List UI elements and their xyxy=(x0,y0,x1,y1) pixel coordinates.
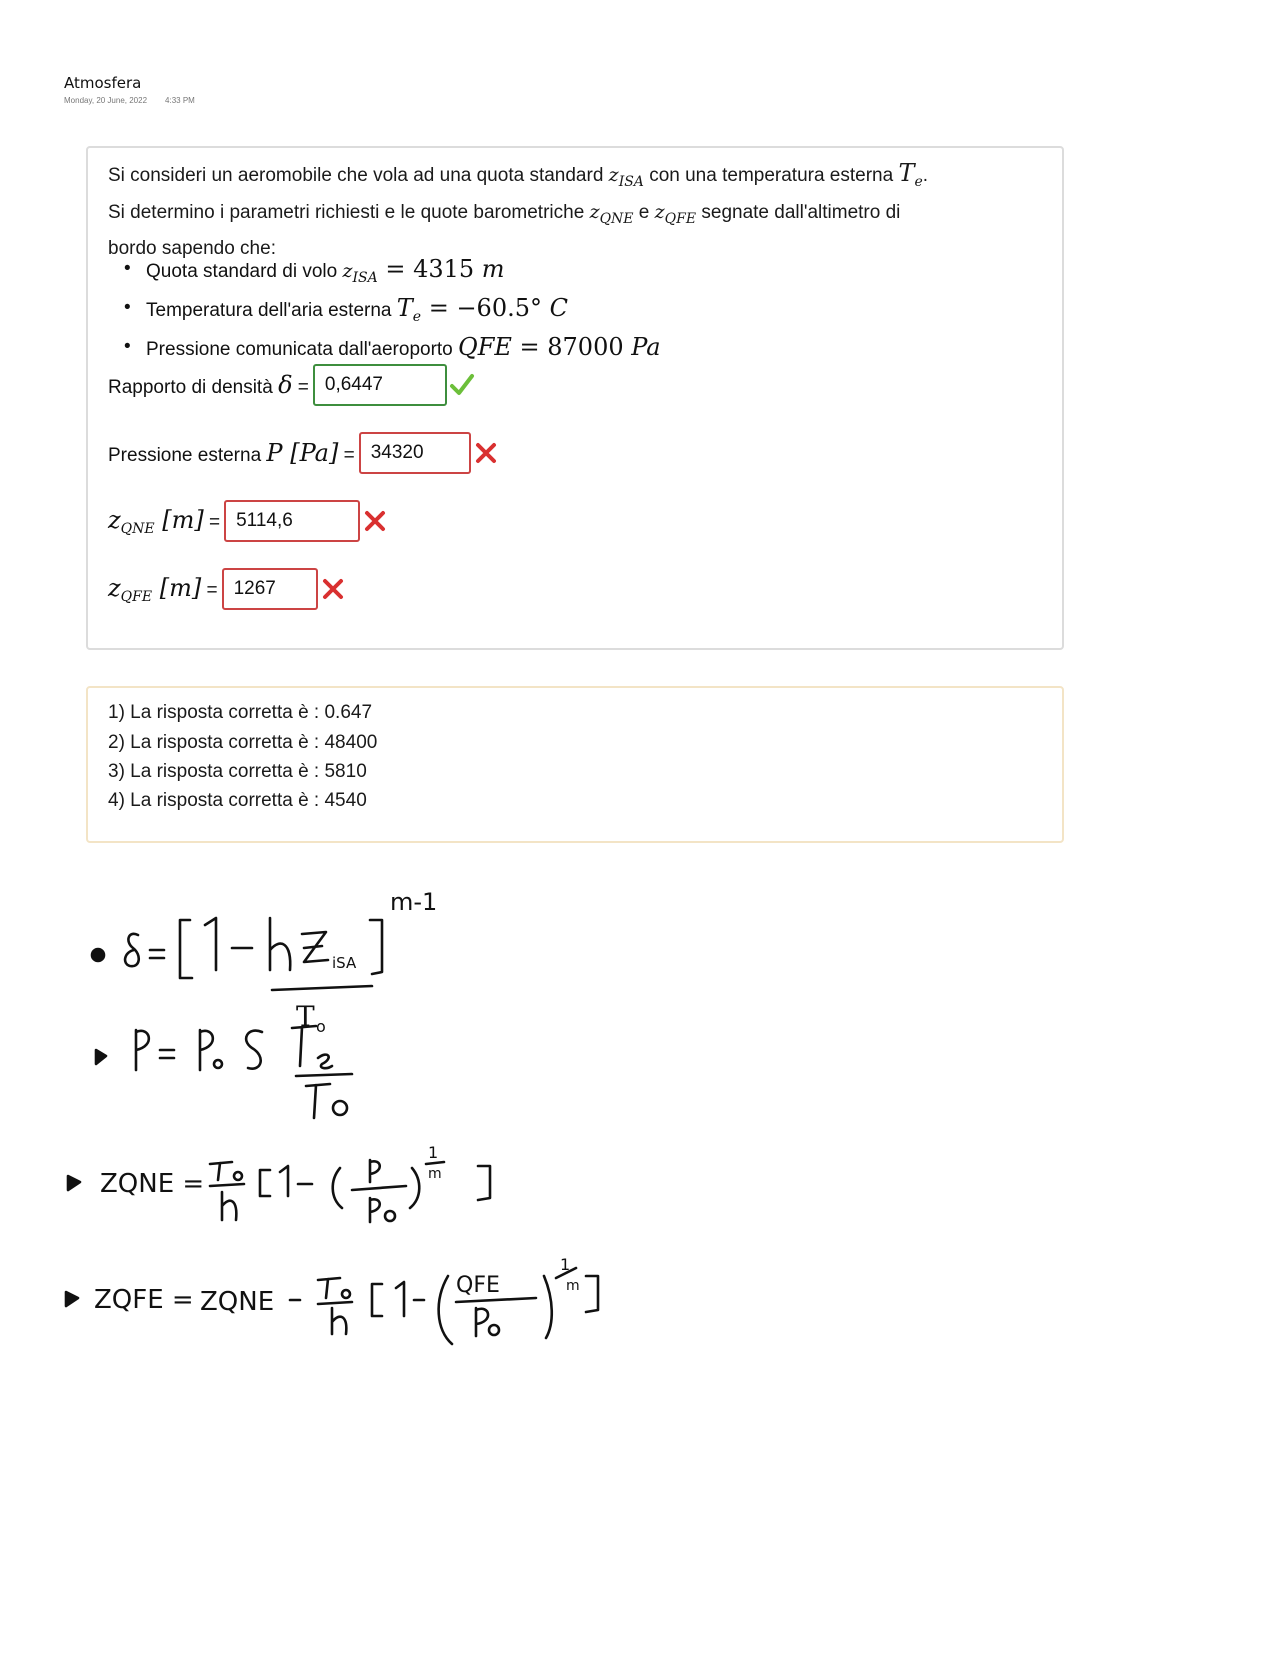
pressure-input[interactable]: 34320 xyxy=(359,432,471,474)
handwritten-formulas xyxy=(0,880,700,1420)
solution-line: 4) La risposta corretta è : 4540 xyxy=(108,790,367,811)
svg-text:m-1: m-1 xyxy=(390,888,438,916)
svg-text:iSA: iSA xyxy=(332,954,357,972)
svg-text:T: T xyxy=(296,1000,315,1033)
page-title: Atmosfera xyxy=(64,74,142,92)
svg-text:m: m xyxy=(428,1166,442,1182)
svg-text:1: 1 xyxy=(560,1255,571,1274)
handwritten-formula-pressure xyxy=(96,1026,352,1118)
correct-answers-card xyxy=(86,686,1064,843)
question-line-3: bordo sapendo che: xyxy=(108,237,276,259)
quiz-question-card xyxy=(86,146,1064,650)
density-input[interactable]: 0,6447 xyxy=(313,364,447,406)
answer-density-row xyxy=(108,362,475,408)
svg-text:QFE: QFE xyxy=(456,1273,500,1298)
given-item: • Quota standard di volo $z_{ISA} = 4315$ m xyxy=(124,254,661,293)
page-timestamp xyxy=(64,96,195,105)
page-header xyxy=(64,74,195,105)
answer-label: $z_{QFE}$ [m] = xyxy=(108,573,218,605)
question-line-1: Si consideri un aeromobile che vola ad una quota standard $z_{ISA}$ con una temperatura esterna $T_e$. xyxy=(108,159,929,190)
given-data-list xyxy=(124,254,661,365)
answer-zqfe-row xyxy=(108,566,346,612)
question-text xyxy=(108,158,1038,264)
handwritten-formula-zqfe xyxy=(66,1255,598,1344)
given-item: • Temperatura dell'aria esterna $T_e = -60.5^\circ$ C xyxy=(124,293,661,332)
cross-icon xyxy=(320,576,346,602)
cross-icon xyxy=(473,440,499,466)
answer-label: Pressione esterna P [Pa] = xyxy=(108,439,355,467)
solution-line: 2) La risposta corretta è : 48400 xyxy=(108,732,378,753)
answer-zqne-row xyxy=(108,498,388,544)
given-item: • Pressione comunicata dall'aeroporto QFE = 87000 Pa xyxy=(124,332,661,365)
svg-text:ZQNE: ZQNE xyxy=(200,1287,275,1317)
handwritten-formula-zqne xyxy=(68,1143,490,1222)
zqfe-input[interactable]: 1267 xyxy=(222,568,318,610)
page-time: 4:33 PM xyxy=(165,96,195,105)
page-date: Monday, 20 June, 2022 xyxy=(64,96,148,105)
svg-text:o: o xyxy=(316,1017,326,1036)
solution-line: 3) La risposta corretta è : 5810 xyxy=(108,761,367,782)
answer-label: Rapporto di densità δ = xyxy=(108,371,309,399)
handwritten-formula-density xyxy=(92,888,437,1036)
answer-label: $z_{QNE}$ [m] = xyxy=(108,505,221,537)
svg-text:1: 1 xyxy=(428,1143,439,1162)
question-line-2: Si determino i parametri richiesti e le quote barometriche $z_{QNE}$ e $z_{QFE}$ segnate dall'altimetro di xyxy=(108,200,901,227)
answer-pressure-row xyxy=(108,430,499,476)
svg-text:ZQNE =: ZQNE = xyxy=(100,1169,205,1199)
svg-text:ZQFE =: ZQFE = xyxy=(94,1285,194,1315)
check-icon xyxy=(449,372,475,398)
cross-icon xyxy=(362,508,388,534)
zqne-input[interactable]: 5114,6 xyxy=(224,500,360,542)
solution-line: 1) La risposta corretta è : 0.647 xyxy=(108,702,373,723)
svg-text:m: m xyxy=(566,1278,580,1294)
